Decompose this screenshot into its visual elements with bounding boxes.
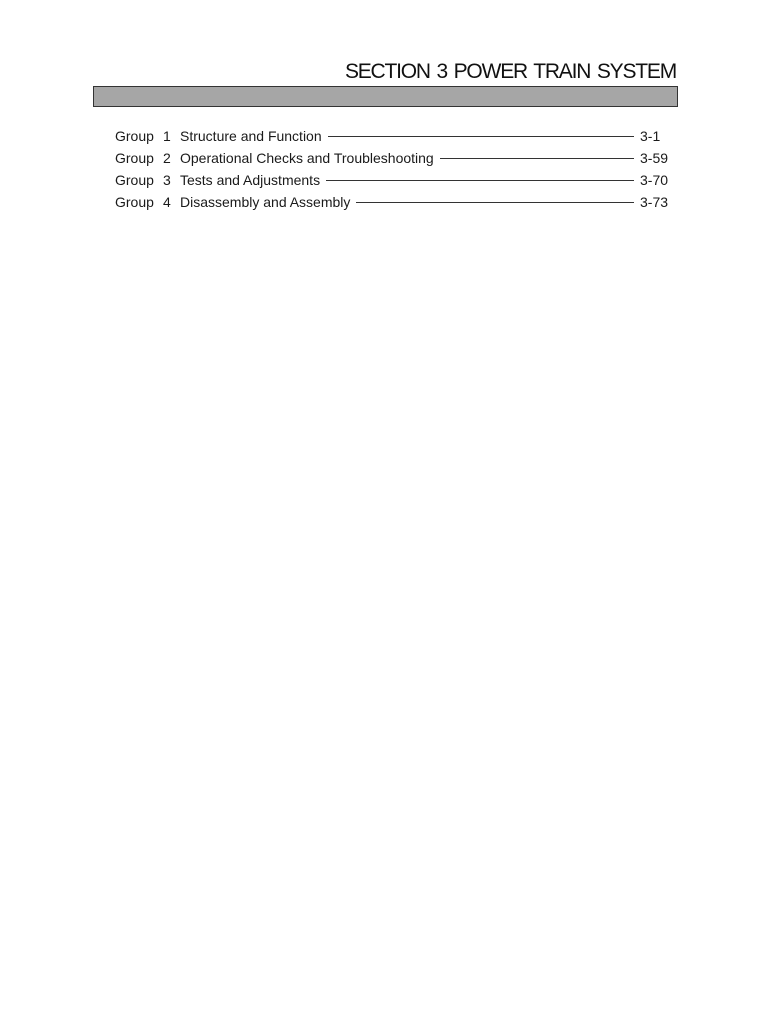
section-title: SECTION 3 POWER TRAIN SYSTEM xyxy=(344,60,676,83)
toc-entry-title: Tests and Adjustments xyxy=(180,172,321,188)
toc-entry-title: Structure and Function xyxy=(180,128,322,144)
toc-page-number: 3-73 xyxy=(640,194,669,210)
toc-entry[interactable] xyxy=(115,172,670,194)
toc-entry[interactable] xyxy=(115,194,670,216)
toc-group-number: 2 xyxy=(163,150,171,166)
toc-entry[interactable] xyxy=(115,128,670,150)
toc-page-number: 3-59 xyxy=(640,150,669,166)
toc-leader-line xyxy=(326,179,634,181)
toc-entry-title: Operational Checks and Troubleshooting xyxy=(180,150,434,166)
toc-entry-title: Disassembly and Assembly xyxy=(180,194,351,210)
section-title-bar xyxy=(93,86,678,107)
toc-group-label: Group xyxy=(115,172,154,188)
toc-page-number: 3-70 xyxy=(640,172,669,188)
toc-group-number: 4 xyxy=(163,194,171,210)
toc-leader-line xyxy=(440,157,634,159)
toc-group-number: 3 xyxy=(163,172,171,188)
toc-group-number: 1 xyxy=(163,128,171,144)
toc-leader-line xyxy=(328,135,634,137)
table-of-contents xyxy=(115,128,670,216)
toc-page-number: 3-1 xyxy=(640,128,661,144)
toc-leader-line xyxy=(356,201,634,203)
toc-group-label: Group xyxy=(115,194,154,210)
toc-entry[interactable] xyxy=(115,150,670,172)
toc-group-label: Group xyxy=(115,150,154,166)
toc-group-label: Group xyxy=(115,128,154,144)
